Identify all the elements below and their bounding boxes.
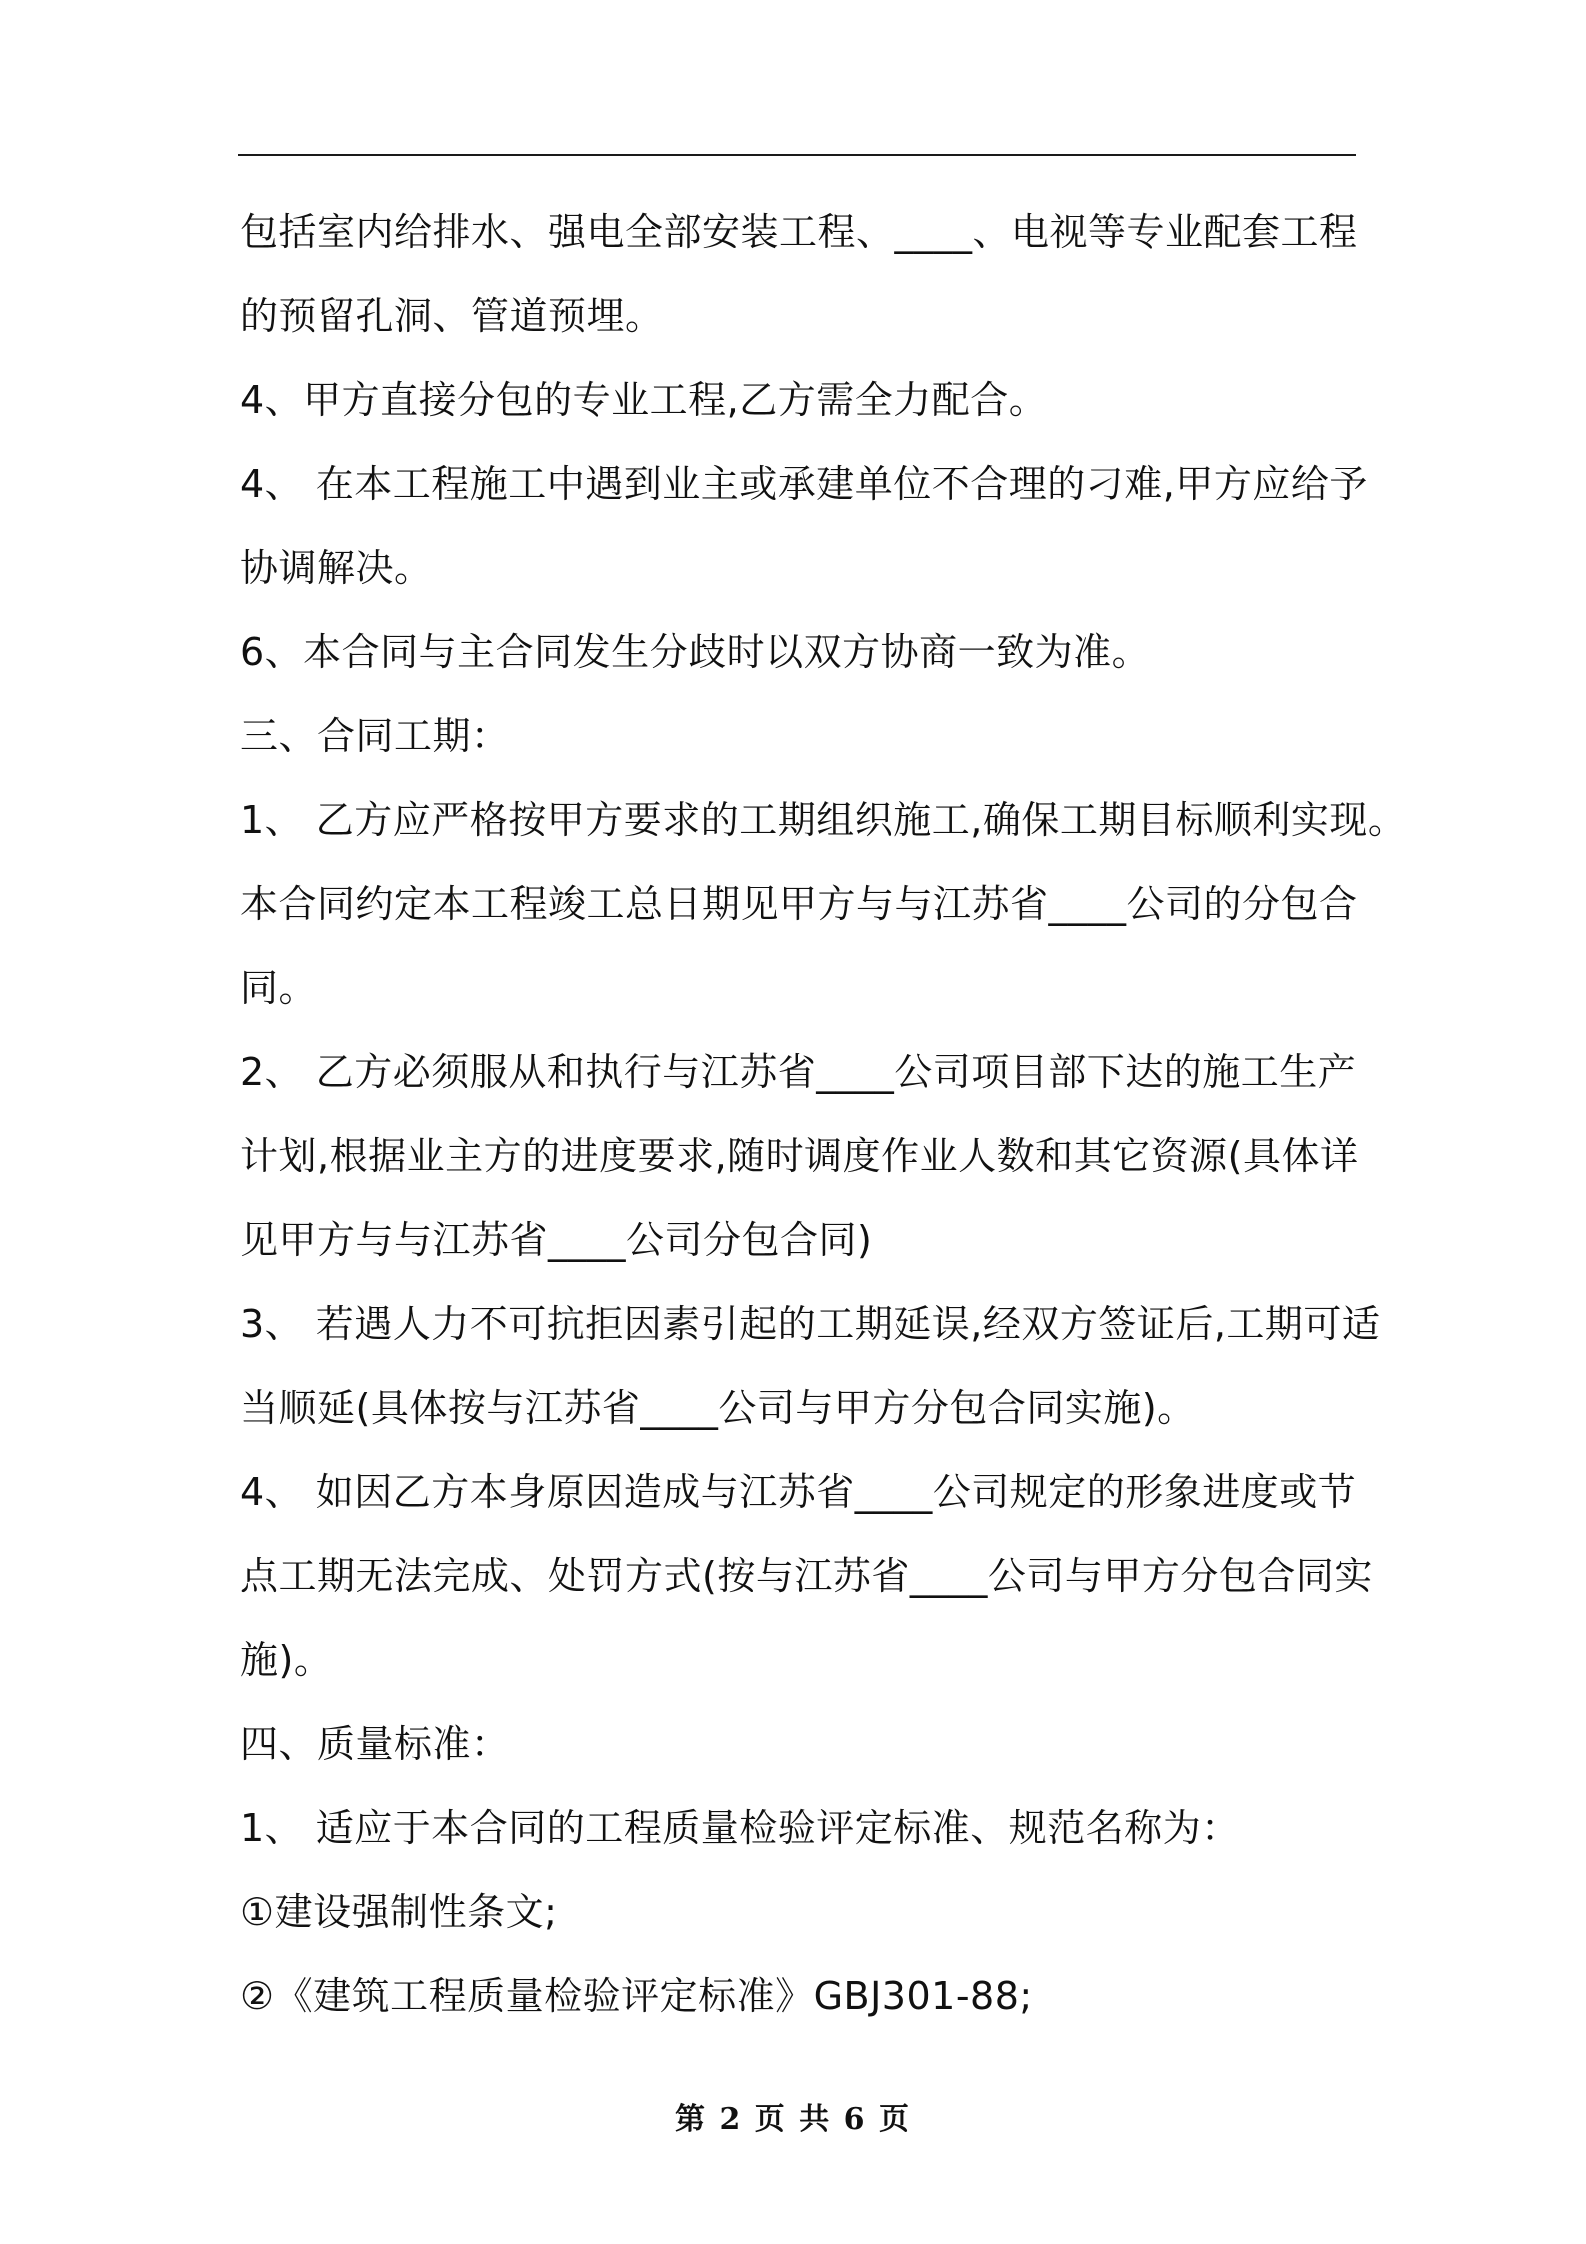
document-body	[240, 190, 1407, 2038]
text-line: 计划,根据业主方的进度要求,随时调度作业人数和其它资源(具体详	[240, 1134, 1359, 1178]
header-rule	[238, 154, 1356, 156]
text-line: 6、本合同与主合同发生分歧时以双方协商一致为准。	[240, 630, 1151, 674]
text-line: 当顺延(具体按与江苏省____公司与甲方分包合同实施)。	[240, 1386, 1196, 1430]
section-heading: 四、质量标准：	[240, 1722, 510, 1766]
text-line: 4、甲方直接分包的专业工程,乙方需全力配合。	[240, 378, 1048, 422]
list-item: ①建设强制性条文;	[240, 1890, 558, 1934]
text-line: 的预留孔洞、管道预埋。	[240, 294, 664, 338]
text-line: 4、 如因乙方本身原因造成与江苏省____公司规定的形象进度或节	[240, 1470, 1357, 1514]
list-item: ②《建筑工程质量检验评定标准》GBJ301-88;	[240, 1974, 1033, 2018]
text-line: 见甲方与与江苏省____公司分包合同)	[240, 1218, 873, 1262]
text-line: 4、 在本工程施工中遇到业主或承建单位不合理的刁难,甲方应给予	[240, 462, 1368, 506]
text-line: 协调解决。	[240, 546, 433, 590]
page-number: 第 2 页 共 6 页	[675, 2102, 911, 2137]
text-line: 3、 若遇人力不可抗拒因素引起的工期延误,经双方签证后,工期可适	[240, 1302, 1381, 1346]
text-line: 包括室内给排水、强电全部安装工程、____、电视等专业配套工程	[240, 210, 1358, 254]
text-line: 本合同约定本工程竣工总日期见甲方与与江苏省____公司的分包合	[240, 882, 1358, 926]
text-line: 1、 乙方应严格按甲方要求的工期组织施工,确保工期目标顺利实现。	[240, 798, 1407, 842]
text-line: 施)。	[240, 1638, 333, 1682]
text-line: 点工期无法完成、处罚方式(按与江苏省____公司与甲方分包合同实	[240, 1554, 1373, 1598]
text-line: 同。	[240, 966, 318, 1010]
text-line: 1、 适应于本合同的工程质量检验评定标准、规范名称为：	[240, 1806, 1240, 1850]
section-heading: 三、合同工期：	[240, 714, 510, 758]
text-line: 2、 乙方必须服从和执行与江苏省____公司项目部下达的施工生产	[240, 1050, 1357, 1094]
